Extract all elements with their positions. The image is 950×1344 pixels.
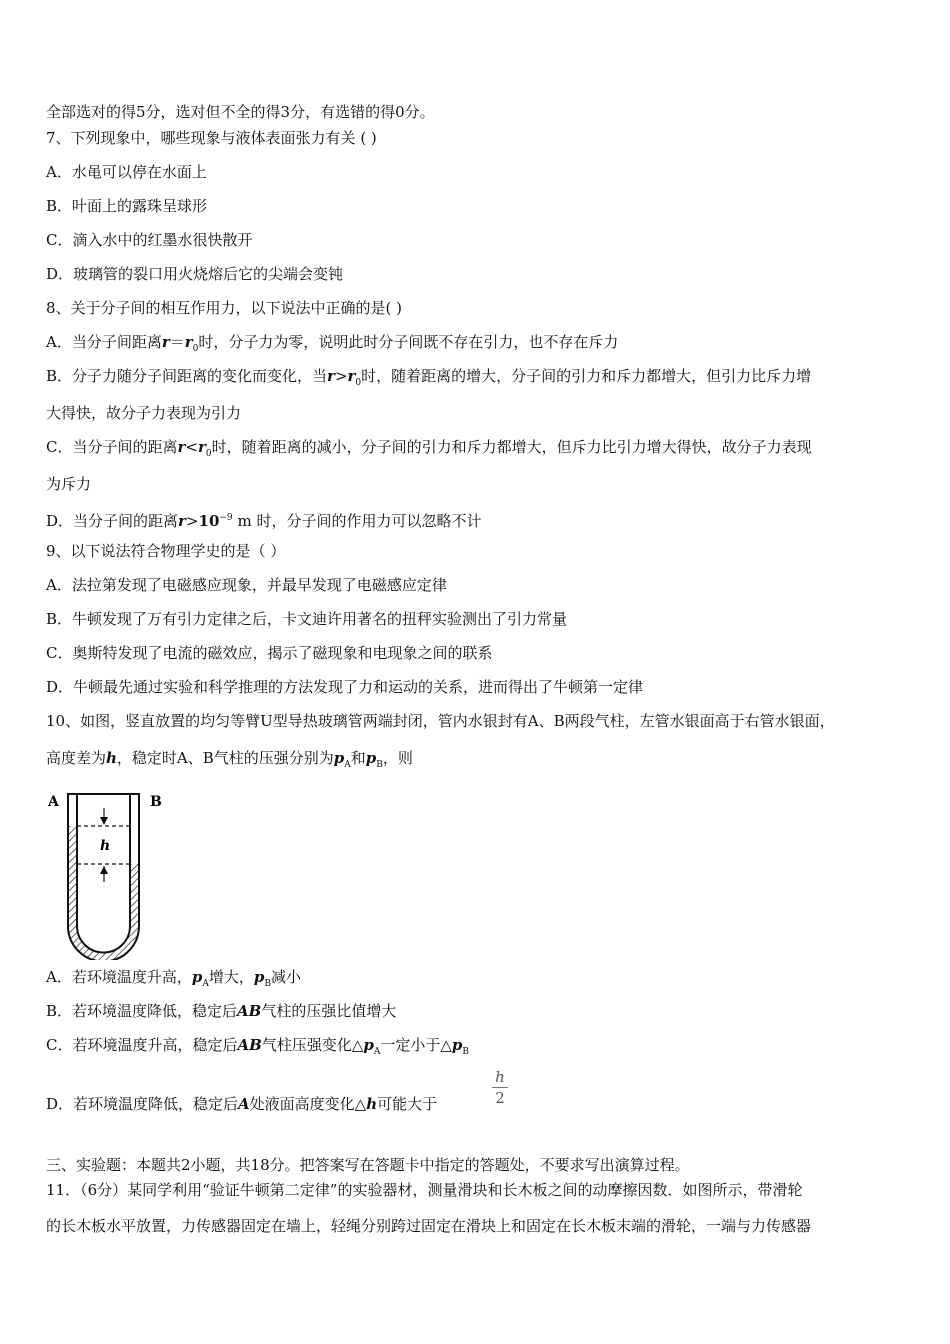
fraction-h-over-2 — [492, 1068, 508, 1107]
q7-stem: 7、下列现象中，哪些现象与液体表面张力有关 ( ) — [46, 129, 377, 147]
section-3-heading: 三、实验题：本题共2小题，共18分。把答案写在答题卡中指定的答题处，不要求写出演算过程。 — [46, 1156, 690, 1174]
q7-option-b: B．叶面上的露珠呈球形 — [46, 197, 208, 215]
q10-option-c: C．若环境温度升高，稳定后AB气柱压强变化$\triangle p_A$一定小于$\triangle p_B$ — [46, 1036, 470, 1057]
q10-option-d: D．若环境温度降低，稳定后A处液面高度变化△h可能大于 — [46, 1095, 438, 1113]
q10-stem-line1: 10、如图，竖直放置的均匀等臂U型导热玻璃管两端封闭，管内水银封有A、B两段气柱，左管水银面高于右管水银面， — [46, 712, 835, 730]
q8-option-c: C．当分子间的距离$r<r_0$时，随着距离的减小，分子间的引力和斥力都增大，但斥力比引力增大得快，故分子力表现 — [46, 438, 812, 459]
q8-option-d: D．当分子间的距离$r>10^{-9}$ m 时，分子间的作用力可以忽略不计 — [46, 512, 482, 530]
q9-stem: 9、以下说法符合物理学史的是（ ） — [46, 542, 286, 560]
fraction-denominator: 2 — [495, 1089, 505, 1107]
q8-option-c-line2: 为斥力 — [46, 475, 92, 493]
q8-option-a: A．当分子间距离$r=r_0$时，分子力为零，说明此时分子间既不存在引力，也不存在斥力 — [46, 333, 619, 354]
q11-line1: 11．（6分）某同学利用“验证牛顿第二定律”的实验器材，测量滑块和长木板之间的动摩擦因数．如图所示，带滑轮 — [46, 1181, 803, 1199]
q10-option-b: B．若环境温度降低，稳定后AB气柱的压强比值增大 — [46, 1002, 397, 1020]
q10-option-a: A．若环境温度升高，$p_A$增大，$p_B$减小 — [46, 968, 301, 989]
figure-label-b: B — [150, 794, 162, 810]
figure-label-h: h — [100, 838, 111, 854]
q8-option-b: B．分子力随分子间距离的变化而变化，当$r>r_0$时，随着距离的增大，分子间的引力和斥力都增大，但引力比斥力增 — [46, 367, 812, 388]
figure-label-a: A — [48, 794, 59, 810]
q9-option-c: C．奥斯特发现了电流的磁效应，揭示了磁现象和电现象之间的联系 — [46, 644, 493, 662]
q8-stem: 8、关于分子间的相互作用力，以下说法中正确的是( ) — [46, 299, 403, 317]
q9-option-b: B．牛顿发现了万有引力定律之后，卡文迪许用著名的扭秤实验测出了引力常量 — [46, 610, 568, 628]
q11-line2: 的长木板水平放置，力传感器固定在墙上，轻绳分别跨过固定在滑块上和固定在长木板末端的滑轮，一端与力传感器 — [46, 1217, 812, 1235]
fraction-numerator: h — [495, 1068, 505, 1086]
q8-option-b-line2: 大得快，故分子力表现为引力 — [46, 404, 242, 422]
q7-option-a: A．水黾可以停在水面上 — [46, 163, 207, 181]
u-tube-figure — [44, 788, 174, 960]
intro-text: 全部选对的得5分，选对但不全的得3分，有选错的得0分。 — [46, 103, 435, 121]
q7-option-d: D．玻璃管的裂口用火烧熔后它的尖端会变钝 — [46, 265, 344, 283]
q9-option-a: A．法拉第发现了电磁感应现象，并最早发现了电磁感应定律 — [46, 576, 447, 594]
q7-option-c: C．滴入水中的红墨水很快散开 — [46, 231, 253, 249]
q10-stem-line2: 高度差为h，稳定时A、B气柱的压强分别为$p_A$和$p_B$，则 — [46, 749, 413, 770]
q9-option-d: D．牛顿最先通过实验和科学推理的方法发现了力和运动的关系，进而得出了牛顿第一定律 — [46, 678, 644, 696]
